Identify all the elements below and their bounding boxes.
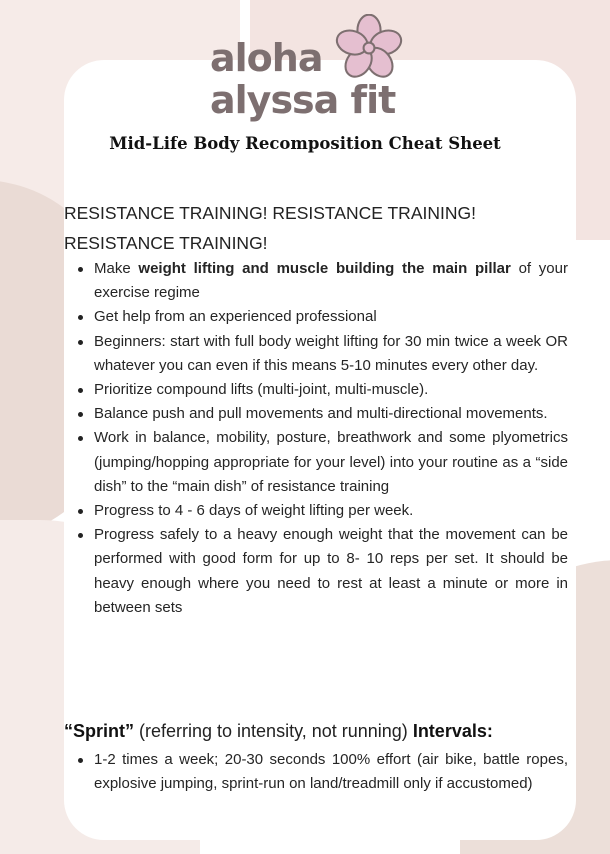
heading-bold-sprint: “Sprint”	[64, 721, 134, 741]
list-item: Prioritize compound lifts (multi-joint, multi-muscle).	[72, 378, 568, 402]
logo-text-line2: alyssa fit	[210, 78, 396, 122]
bullet-emphasis: weight lifting and muscle building the main pillar	[138, 260, 511, 277]
heading-normal-text: (referring to intensity, not running)	[134, 721, 413, 741]
list-item	[72, 257, 568, 305]
plumeria-flower-icon	[334, 14, 404, 82]
sprint-bullet-list	[72, 748, 568, 796]
page-title: Mid-Life Body Recomposition Cheat Sheet	[109, 134, 501, 153]
list-item: Work in balance, mobility, posture, breathwork and some plyometrics (jumping/hopping appropriate for your level) into your routine as a “side dish” to the “main dish” of resistance training	[72, 426, 568, 499]
section-heading-sprint	[64, 718, 493, 744]
list-item: 1-2 times a week; 20-30 seconds 100% effort (air bike, battle ropes, explosive jumping, sprint-run on land/treadmill only if accustomed)	[72, 748, 568, 796]
bullet-text: Make	[94, 260, 139, 277]
list-item: Progress to 4 - 6 days of weight lifting per week.	[72, 499, 568, 523]
bullet-text: of your exercise regime	[94, 260, 568, 302]
list-item: Beginners: start with full body weight lifting for 30 min twice a week OR whatever you can even if this means 5-10 minutes every other day.	[72, 330, 568, 378]
section-heading-resistance: RESISTANCE TRAINING! RESISTANCE TRAINING! RESISTANCE TRAINING!	[64, 203, 476, 253]
brand-logo	[210, 12, 410, 122]
list-item: Balance push and pull movements and multi-directional movements.	[72, 402, 568, 426]
resistance-bullet-list	[72, 257, 568, 620]
list-item: Get help from an experienced professional	[72, 305, 568, 329]
list-item: Progress safely to a heavy enough weight that the movement can be performed with good form for up to 8- 10 reps per set. It should be heavy enough where you need to rest at least a minute or more in between sets	[72, 523, 568, 620]
logo-text-line1: aloha	[210, 36, 323, 80]
heading-bold-intervals: Intervals:	[412, 721, 493, 741]
